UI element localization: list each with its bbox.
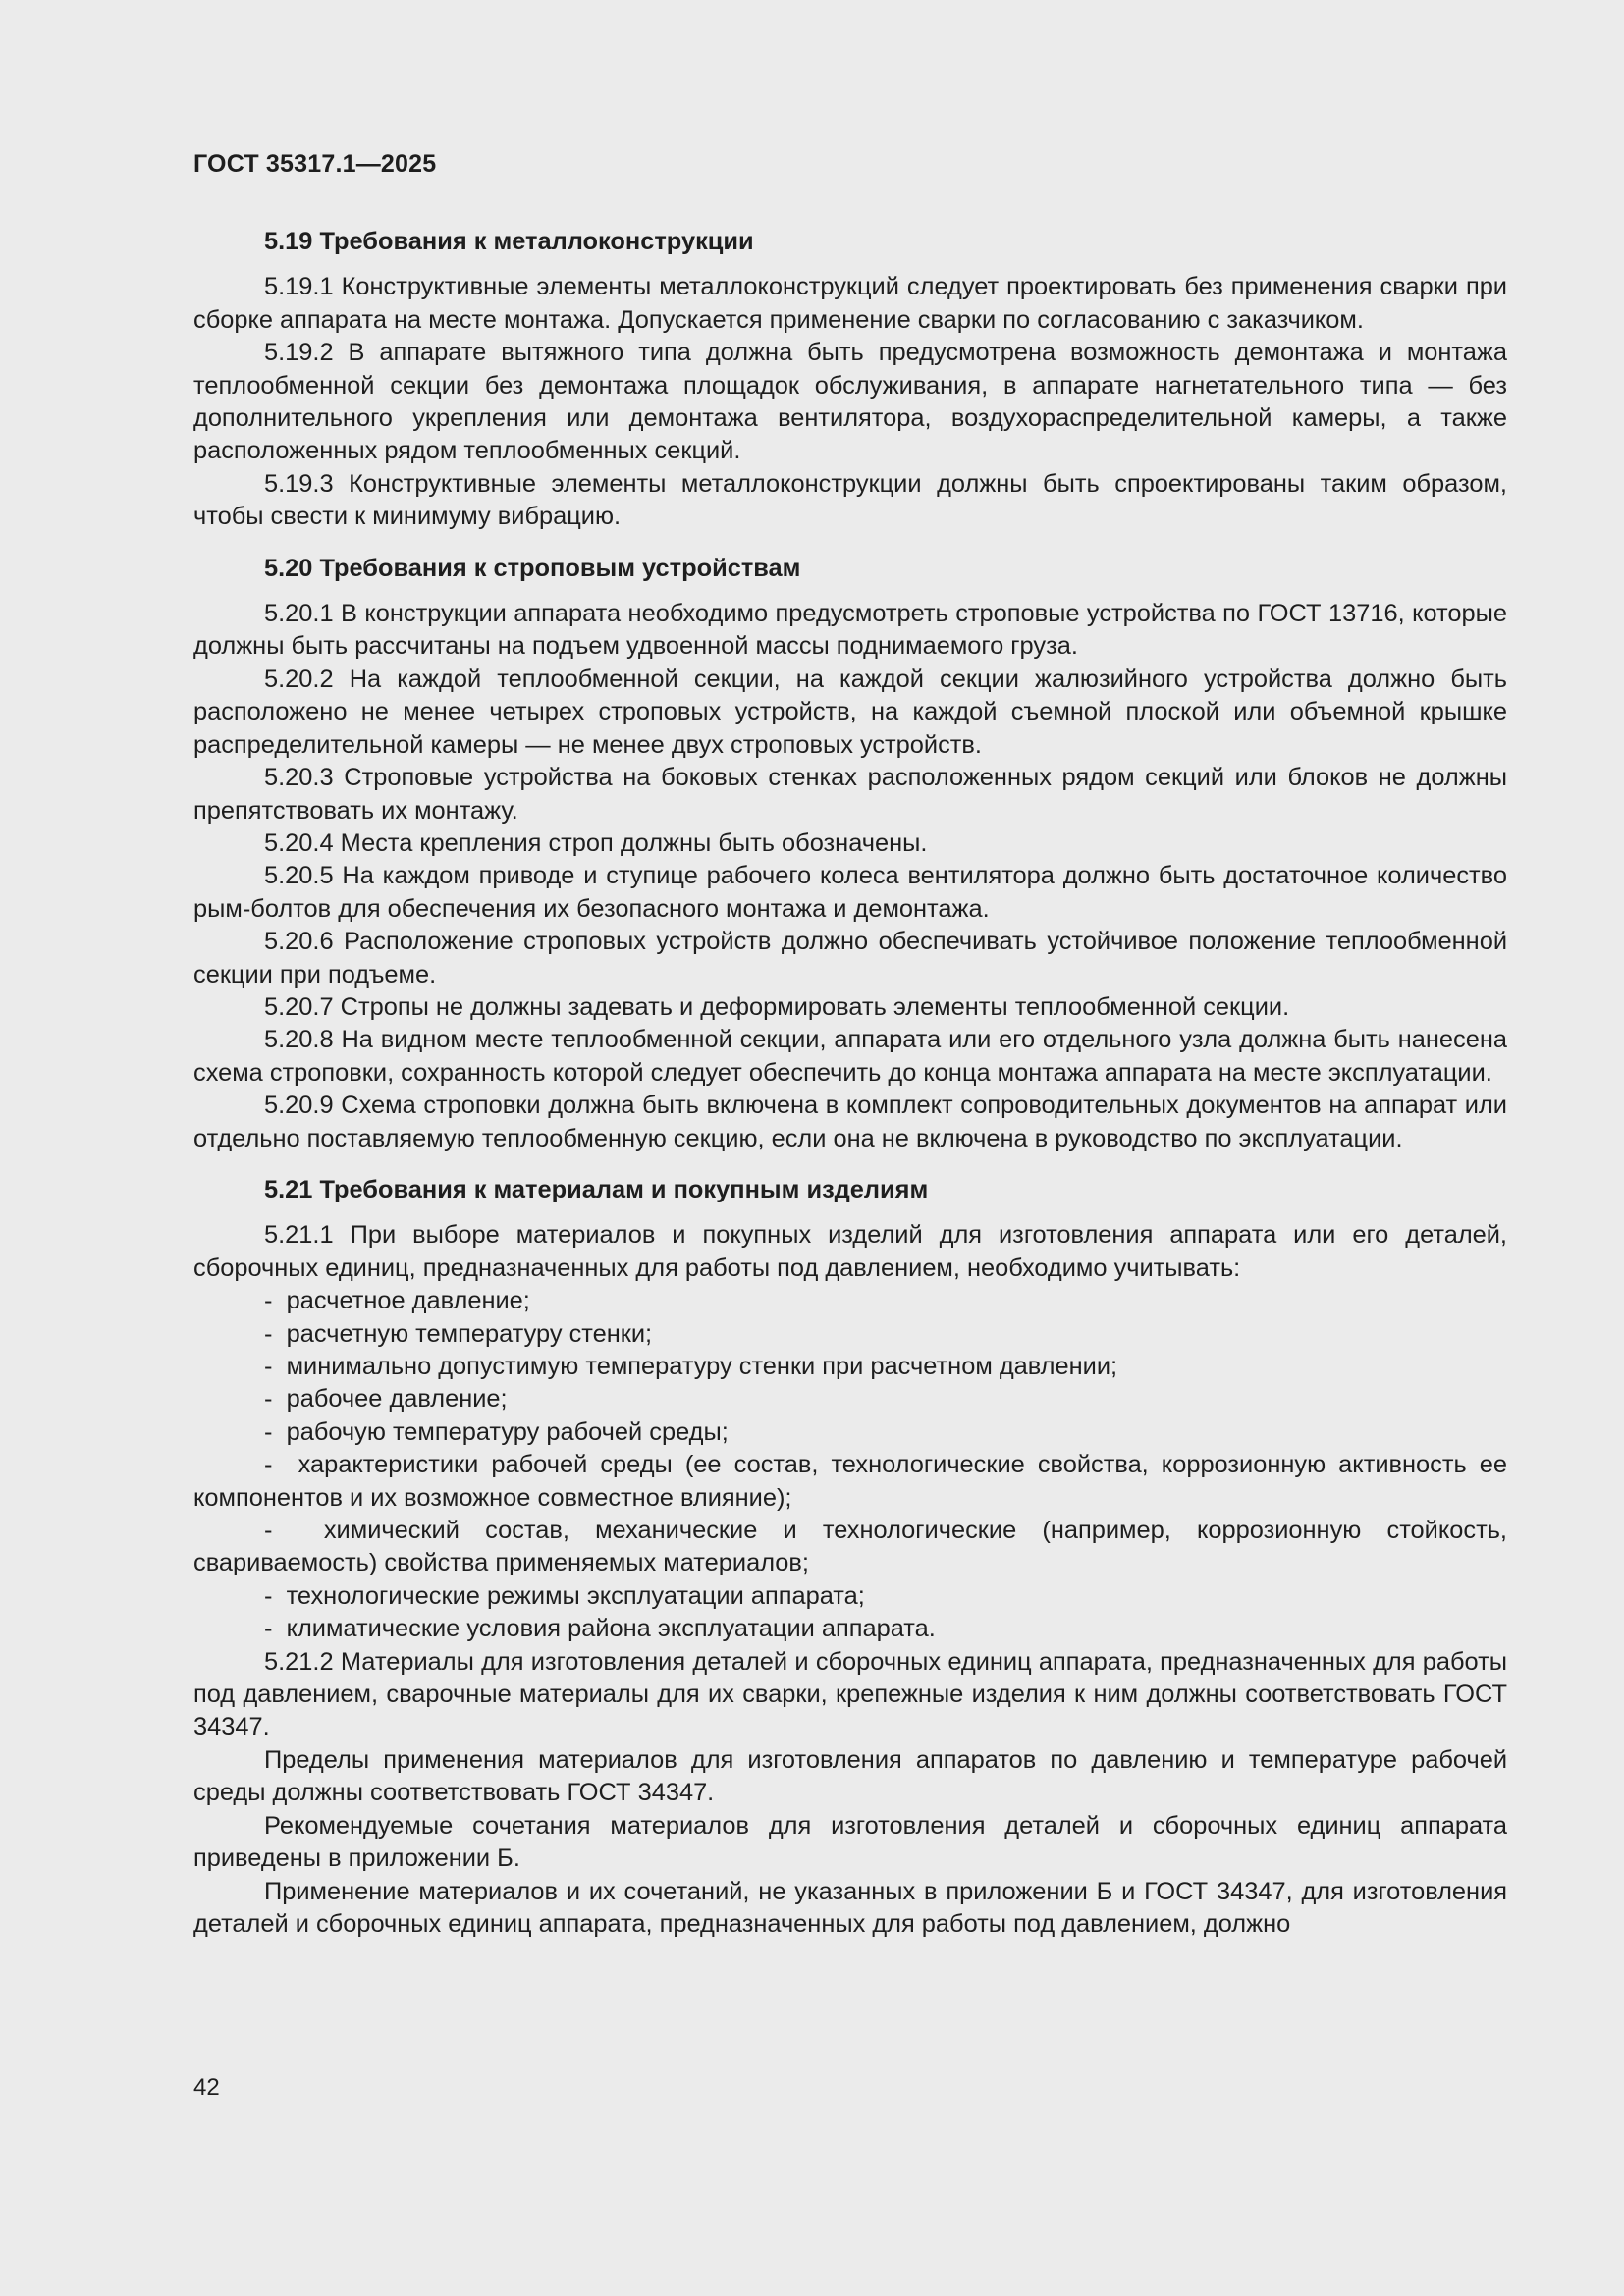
- paragraph-5-20-1: 5.20.1 В конструкции аппарата необходимо предусмотреть строповые устройства по ГОСТ 13716, которые должны быть рассчитаны на подъем удвоенной массы поднимаемого груза.: [193, 600, 1507, 661]
- paragraph-5-20-8: 5.20.8 На видном месте теплообменной секции, аппарата или его отдельного узла должна быть нанесена схема строповки, сохранность которой следует обеспечить до конца монтажа аппарата на месте эксплуатации.: [193, 1026, 1507, 1087]
- document-header: ГОСТ 35317.1—2025: [193, 150, 437, 178]
- paragraph-materials-limits: Пределы применения материалов для изготовления аппаратов по давлению и температуре рабочей среды должны соответствовать ГОСТ 34347.: [193, 1745, 1507, 1807]
- list-item: - минимально допустимую температуру стенки при расчетном давлении;: [193, 1351, 1507, 1383]
- section-heading-5-20: 5.20 Требования к строповым устройствам: [264, 554, 801, 582]
- list-item: - расчетное давление;: [193, 1285, 1507, 1317]
- list-item: - расчетную температуру стенки;: [193, 1318, 1507, 1351]
- paragraph-5-19-3: 5.19.3 Конструктивные элементы металлоконструкции должны быть спроектированы таким образом, чтобы свести к минимуму вибрацию.: [193, 469, 1507, 531]
- list-item: - климатические условия района эксплуатации аппарата.: [193, 1613, 1507, 1645]
- list-item: - технологические режимы эксплуатации аппарата;: [193, 1580, 1507, 1613]
- paragraph-5-20-2: 5.20.2 На каждой теплообменной секции, на каждой секции жалюзийного устройства должно быть расположено не менее четырех строповых устройств, на каждой съемной плоской или объемной крышке распределительной камеры — не менее двух строповых устройств.: [193, 665, 1507, 759]
- paragraph-5-20-4: 5.20.4 Места крепления строп должны быть обозначены.: [264, 828, 928, 857]
- section-heading-5-21: 5.21 Требования к материалам и покупным изделиям: [264, 1175, 929, 1203]
- list-item: - рабочее давление;: [193, 1383, 1507, 1415]
- paragraph-5-20-6: 5.20.6 Расположение строповых устройств должно обеспечивать устойчивое положение теплообменной секции при подъеме.: [193, 928, 1507, 988]
- page-number: 42: [193, 2074, 220, 2101]
- factors-list: [193, 1285, 1507, 1645]
- paragraph-5-20-5: 5.20.5 На каждом приводе и ступице рабочего колеса вентилятора должно быть достаточное количество рым-болтов для обеспечения их безопасного монтажа и демонтажа.: [193, 862, 1507, 923]
- list-item: - характеристики рабочей среды (ее состав, технологические свойства, коррозионную активность ее компонентов и их возможное совместное влияние);: [193, 1449, 1507, 1515]
- paragraph-5-21-2: 5.21.2 Материалы для изготовления деталей и сборочных единиц аппарата, предназначенных для работы под давлением, сварочные материалы для их сварки, крепежные изделия к ним должны соответствовать ГОСТ 34347.: [193, 1647, 1507, 1741]
- paragraph-5-20-9: 5.20.9 Схема строповки должна быть включена в комплект сопроводительных документов на аппарат или отдельно поставляемую теплообменную секцию, если она не включена в руководство по эксплуатации.: [193, 1092, 1507, 1152]
- paragraph-5-21-1: 5.21.1 При выборе материалов и покупных изделий для изготовления аппарата или его деталей, сборочных единиц, предназначенных для работы под давлением, необходимо учитывать:: [193, 1221, 1507, 1282]
- paragraph-recommended-combinations: Рекомендуемые сочетания материалов для изготовления деталей и сборочных единиц аппарата приведены в приложении Б.: [193, 1811, 1507, 1873]
- paragraph-5-19-1: 5.19.1 Конструктивные элементы металлоконструкций следует проектировать без применения сварки при сборке аппарата на месте монтажа. Допускается применение сварки по согласованию с заказчиком.: [193, 273, 1507, 334]
- paragraph-5-19-2: 5.19.2 В аппарате вытяжного типа должна быть предусмотрена возможность демонтажа и монтажа теплообменной секции без демонтажа площадок обслуживания, в аппарате нагнетательного типа — без дополнительного укрепления или демонтажа вентилятора, воздухораспределительной камеры, а также расположенных рядом теплообменных секций.: [193, 339, 1507, 465]
- document-body: [193, 226, 1507, 1941]
- paragraph-5-20-7: 5.20.7 Стропы не должны задевать и деформировать элементы теплообменной секции.: [264, 992, 1290, 1021]
- paragraph-5-20-3: 5.20.3 Строповые устройства на боковых стенках расположенных рядом секций или блоков не должны препятствовать их монтажу.: [193, 764, 1507, 825]
- section-heading-5-19: 5.19 Требования к металлоконструкции: [264, 228, 754, 255]
- list-item: - рабочую температуру рабочей среды;: [193, 1416, 1507, 1449]
- list-item: - химический состав, механические и технологические (например, коррозионную стойкость, свариваемость) свойства применяемых материалов;: [193, 1515, 1507, 1580]
- paragraph-other-materials: Применение материалов и их сочетаний, не указанных в приложении Б и ГОСТ 34347, для изготовления деталей и сборочных единиц аппарата, предназначенных для работы под давлением, должно: [193, 1877, 1507, 1938]
